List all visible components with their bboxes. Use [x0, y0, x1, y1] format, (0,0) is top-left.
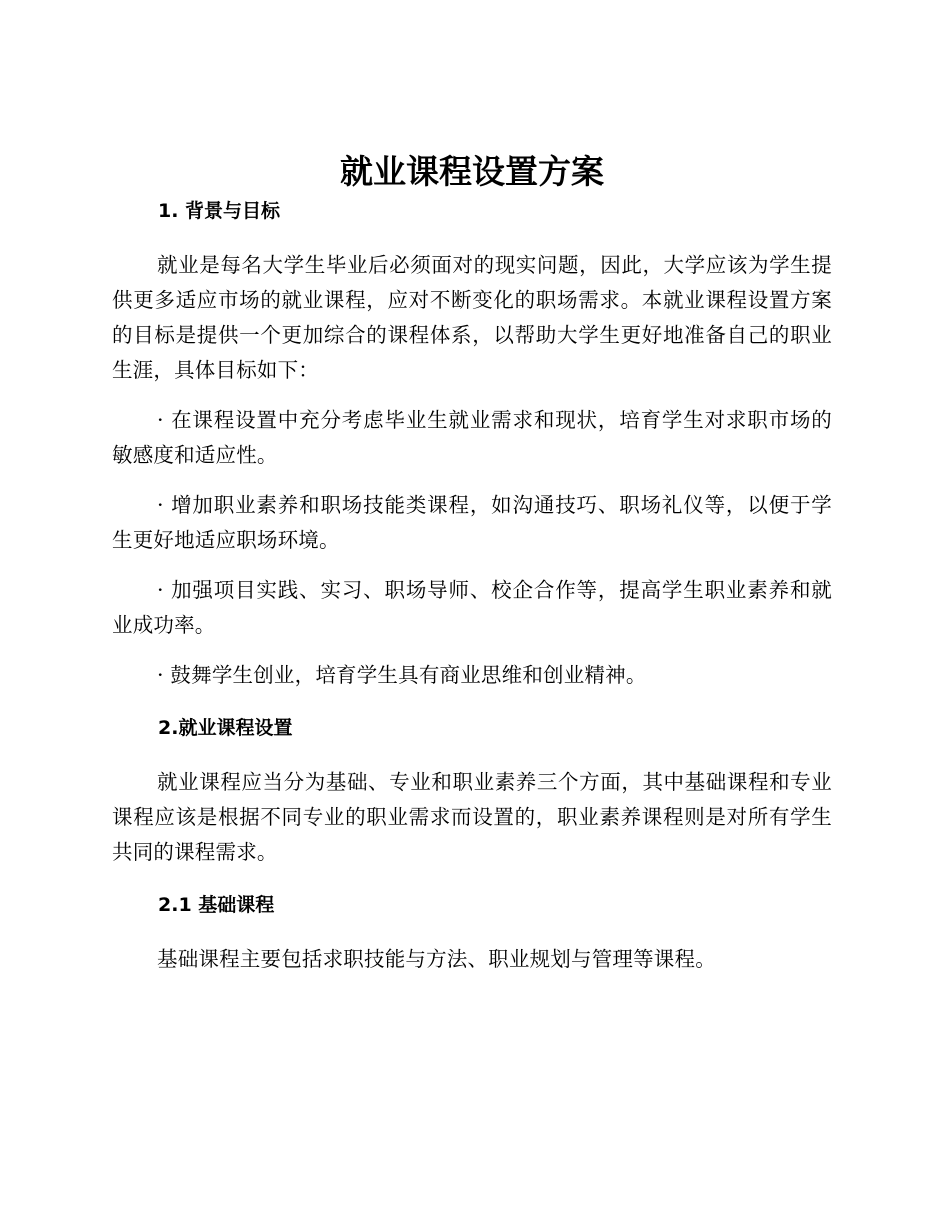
bullet-item-2: · 增加职业素养和职场技能类课程，如沟通技巧、职场礼仪等，以便于学生更好地适应职场环境。: [112, 493, 832, 552]
section-1-heading: 1. 背景与目标: [158, 200, 281, 222]
section-2-heading: 2.就业课程设置: [158, 717, 293, 739]
bullet-item-4: · 鼓舞学生创业，培育学生具有商业思维和创业精神。: [157, 663, 647, 687]
section-2-1-body: 基础课程主要包括求职技能与方法、职业规划与管理等课程。: [157, 947, 716, 971]
document-title: 就业课程设置方案: [340, 152, 604, 191]
document-content: [112, 146, 832, 977]
bullet-item-3: · 加强项目实践、实习、职场导师、校企合作等，提高学生职业素养和就业成功率。: [112, 578, 832, 637]
section-1-intro: 就业是每名大学生毕业后必须面对的现实问题，因此，大学应该为学生提供更多适应市场的就业课程，应对不断变化的职场需求。本就业课程设置方案的目标是提供一个更加综合的课程体系，以帮助大学生更好地准备自己的职业生涯，具体目标如下：: [112, 253, 832, 382]
section-2-body: 就业课程应当分为基础、专业和职业素养三个方面，其中基础课程和专业课程应该是根据不同专业的职业需求而设置的，职业素养课程则是对所有学生共同的课程需求。: [112, 770, 832, 864]
section-2-1-heading: 2.1 基础课程: [158, 894, 275, 916]
bullet-item-1: · 在课程设置中充分考虑毕业生就业需求和现状，培育学生对求职市场的敏感度和适应性。: [112, 408, 832, 467]
